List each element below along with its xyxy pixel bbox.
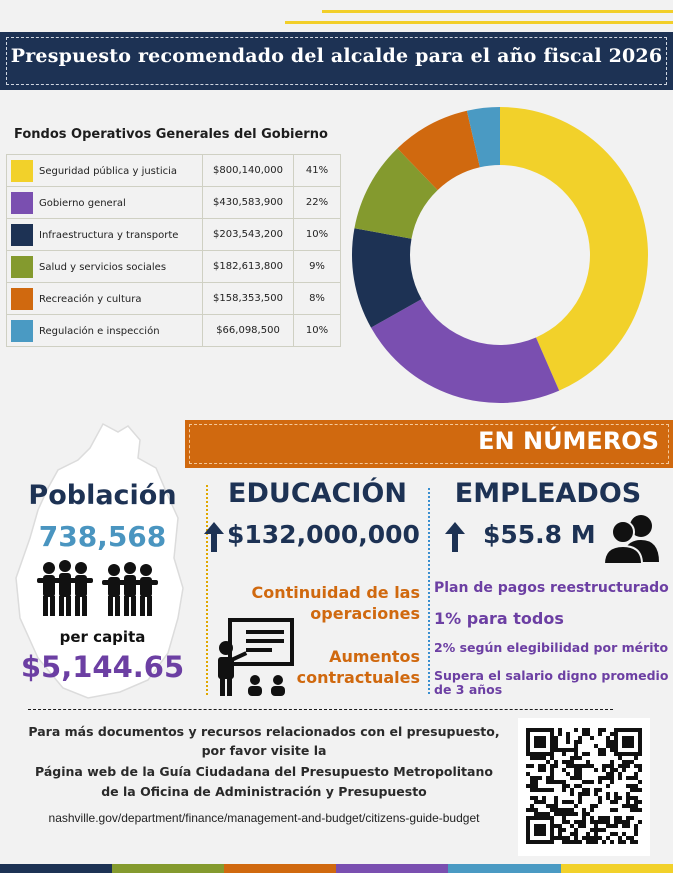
people-group-icon xyxy=(34,560,164,618)
employees-item-restructured: Plan de pagos reestructurado xyxy=(434,580,669,596)
budget-donut-chart xyxy=(345,103,655,408)
table-row xyxy=(7,283,341,315)
percent-cell: 41% xyxy=(294,155,341,187)
numbers-title: EN NÚMEROS xyxy=(478,427,659,455)
up-arrow-icon xyxy=(443,520,467,554)
category-label: Seguridad pública y justicia xyxy=(39,165,177,177)
employees-icon xyxy=(603,512,661,564)
amount-cell: $430,583,900 xyxy=(203,187,294,219)
top-accent-line xyxy=(285,21,673,24)
employees-item-one-percent: 1% para todos xyxy=(434,609,564,628)
footer-divider xyxy=(28,709,613,710)
top-accent-line xyxy=(322,10,673,13)
percent-cell: 10% xyxy=(294,315,341,347)
bottom-stripe xyxy=(224,864,336,873)
qr-code xyxy=(518,718,650,856)
legend-swatch xyxy=(11,288,33,310)
amount-cell: $66,098,500 xyxy=(203,315,294,347)
amount-cell: $182,613,800 xyxy=(203,251,294,283)
bottom-stripe xyxy=(561,864,673,873)
legend-swatch xyxy=(11,160,33,182)
employees-item-living-wage: Supera el salario digno promedio de 3 años xyxy=(434,668,669,697)
bottom-stripe xyxy=(336,864,448,873)
education-item-continuity: Continuidad de las operaciones xyxy=(251,583,420,623)
legend-swatch xyxy=(11,192,33,214)
footer-line-1: Para más documentos y recursos relacionados con el presupuesto, xyxy=(28,724,500,739)
footer-line-2: por favor visite la xyxy=(201,743,327,758)
table-row xyxy=(7,187,341,219)
category-cell xyxy=(7,219,203,251)
employees-value: $55.8 M xyxy=(483,520,596,549)
bottom-stripe xyxy=(448,864,561,873)
table-row xyxy=(7,251,341,283)
category-label: Regulación e inspección xyxy=(39,325,160,337)
category-label: Salud y servicios sociales xyxy=(39,261,167,273)
per-capita-value: $5,144.65 xyxy=(20,650,185,684)
percent-cell: 10% xyxy=(294,219,341,251)
category-label: Recreación y cultura xyxy=(39,293,142,305)
education-label: EDUCACIÓN xyxy=(228,478,407,509)
amount-cell: $203,543,200 xyxy=(203,219,294,251)
category-cell xyxy=(7,155,203,187)
bottom-stripe xyxy=(112,864,224,873)
table-row xyxy=(7,315,341,347)
budget-url-link[interactable]: nashville.gov/department/finance/management-and-budget/citizens-guide-budget xyxy=(48,811,480,825)
up-arrow-icon xyxy=(202,520,226,554)
general-fund-table xyxy=(6,154,341,347)
population-label: Población xyxy=(28,480,177,511)
legend-swatch xyxy=(11,224,33,246)
population-value: 738,568 xyxy=(38,520,167,553)
footer-line-3: Página web de la Guía Ciudadana del Presupuesto Metropolitano xyxy=(35,764,493,779)
donut-slice xyxy=(371,299,559,403)
employees-label: EMPLEADOS xyxy=(454,478,642,509)
header-banner xyxy=(0,32,673,90)
education-item-contracts: Aumentos contractuales xyxy=(296,647,420,687)
footer-line-4: de la Oficina de Administración y Presupuesto xyxy=(101,784,427,799)
percent-cell: 8% xyxy=(294,283,341,315)
category-cell xyxy=(7,187,203,219)
percent-cell: 22% xyxy=(294,187,341,219)
education-value: $132,000,000 xyxy=(227,520,420,549)
divider xyxy=(428,488,430,694)
numbers-banner xyxy=(185,420,673,468)
table-row xyxy=(7,155,341,187)
category-label: Gobierno general xyxy=(39,197,126,209)
bottom-stripe xyxy=(0,864,112,873)
category-cell xyxy=(7,251,203,283)
percent-cell: 9% xyxy=(294,251,341,283)
amount-cell: $800,140,000 xyxy=(203,155,294,187)
per-capita-label: per capita xyxy=(59,628,146,646)
general-fund-heading: Fondos Operativos Generales del Gobierno xyxy=(14,127,328,142)
category-cell xyxy=(7,283,203,315)
table-row xyxy=(7,219,341,251)
category-cell xyxy=(7,315,203,347)
category-label: Infraestructura y transporte xyxy=(39,229,179,241)
legend-swatch xyxy=(11,256,33,278)
divider xyxy=(206,485,208,695)
page-title: Prespuesto recomendado del alcalde para el año fiscal 2026 xyxy=(10,45,663,67)
employees-item-merit: 2% según elegibilidad por mérito xyxy=(434,640,669,655)
legend-swatch xyxy=(11,320,33,342)
amount-cell: $158,353,500 xyxy=(203,283,294,315)
